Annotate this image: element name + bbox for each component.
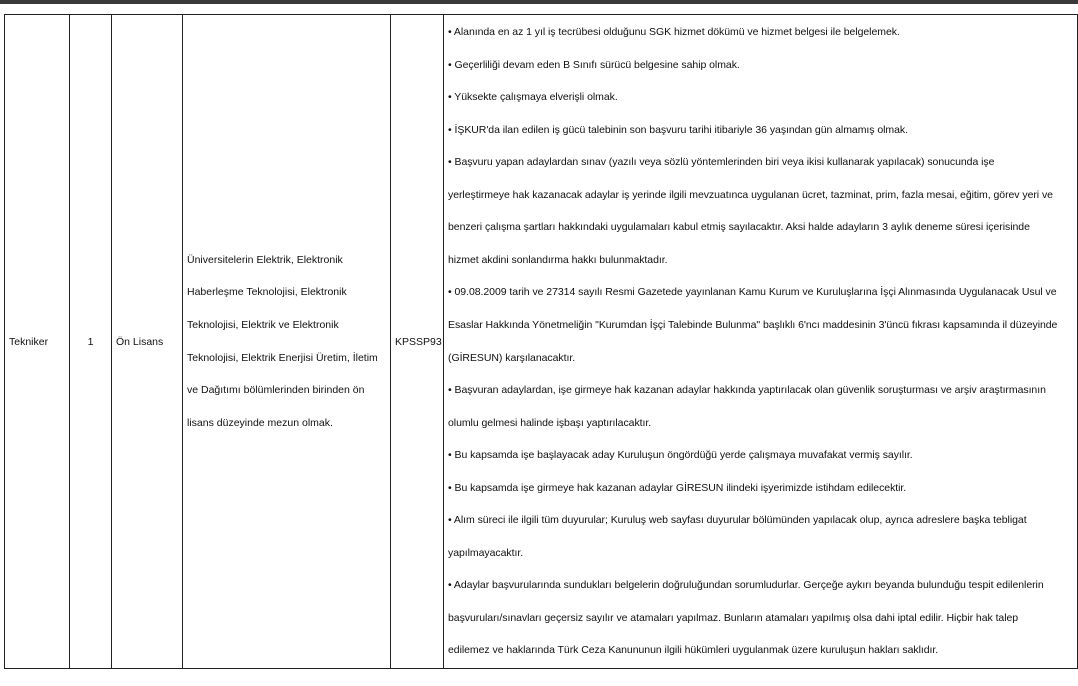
requirement-line: Esaslar Hakkında Yönetmeliğin "Kurumdan İşçi Talebinde Bulunma" başlıklı 6'ncı maddesinin 3'üncü fıkrası kapsamında il düzeyinde: [448, 318, 1058, 331]
requirement-line: • İŞKUR'da ilan edilen iş gücü talebinin son başvuru tarihi itibariyle 36 yaşından gün almamış olmak.: [448, 123, 908, 136]
requirement-line: • Bu kapsamda işe girmeye hak kazanan adaylar GİRESUN ilindeki işyerimizde istihdam edilecektir.: [448, 481, 907, 494]
requirement-line: • Adaylar başvurularında sundukları belgelerin doğruluğundan sorumludurlar. Gerçeğe aykırı beyanda bulunduğu tespit edilenlerin: [448, 579, 1044, 592]
requirement-line: • Başvuran adaylardan, işe girmeye hak kazanan adaylar hakkında yaptırılacak olan güvenlik soruşturması ve arşiv araştırmasının: [448, 384, 1046, 397]
requirement-line: • Geçerliliği devam eden B Sınıfı sürücü belgesine sahip olmak.: [448, 58, 740, 71]
top-border-bar: [0, 0, 1078, 4]
requirement-line: benzeri çalışma şartları hakkındaki uygulamaları kabul etmiş sayılacaktır. Aksi halde adayların 3 aylık deneme süresi içerisinde: [448, 221, 1030, 234]
department-line: Teknolojisi, Elektrik Enerjisi Üretim, İletim: [187, 351, 378, 364]
requirement-line: • 09.08.2009 tarih ve 27314 sayılı Resmi Gazetede yayınlanan Kamu Kurum ve Kuruluşlarına İşçi Alınmasında Uygulanacak Usul ve: [448, 286, 1057, 299]
requirement-line: olumlu gelmesi halinde işbaşı yaptırılacaktır.: [448, 416, 652, 429]
requirement-line: • Alanında en az 1 yıl iş tecrübesi olduğunu SGK hizmet dökümü ve hizmet belgesi ile belgelemek.: [448, 26, 900, 39]
table-row: [5, 15, 1078, 669]
requirement-line: edilemez ve haklarında Türk Ceza Kanununun ilgili hükümleri uygulanmak üzere kuruluşun hakları saklıdır.: [448, 644, 939, 657]
requirement-line: hizmet akdini sonlandırma hakkı bulunmaktadır.: [448, 253, 668, 266]
requirement-line: yerleştirmeye hak kazanacak adaylar iş yerinde ilgili mevzuatınca uygulanan ücret, tazminat, prim, fazla mesai, eğitim, görev yeri ve: [448, 188, 1053, 201]
department-line: lisans düzeyinde mezun olmak.: [187, 416, 333, 429]
department-line: Teknolojisi, Elektrik ve Elektronik: [187, 318, 339, 331]
requirement-line: başvuruları/sınavları geçersiz sayılır ve atamaları yapılmaz. Bunların atamaları yapılmış olsa dahi iptal edilir. Hiçbir hak talep: [448, 611, 1019, 624]
requirement-line: • Yüksekte çalışmaya elverişli olmak.: [448, 91, 618, 104]
kpss-score-type-cell: KPSSP93: [391, 15, 444, 669]
requirement-line: (GİRESUN) karşılanacaktır.: [448, 351, 576, 364]
requirement-line: • Alım süreci ile ilgili tüm duyurular; Kuruluş web sayfası duyurular bölümünden yapılacak olup, ayrıca adreslere başka tebligat: [448, 514, 1027, 527]
requirement-line: • Başvuru yapan adaylardan sınav (yazılı veya sözlü yöntemlerinden biri veya ikisi kullanarak yapılacak) sonucunda işe: [448, 156, 995, 169]
position-count-cell: 1: [70, 15, 112, 669]
department-line: Üniversitelerin Elektrik, Elektronik: [187, 253, 343, 266]
education-level-cell: Ön Lisans: [112, 15, 183, 669]
requirement-line: • Bu kapsamda işe başlayacak aday Kuruluşun öngördüğü yerde çalışmaya muvafakat vermiş sayılır.: [448, 449, 913, 462]
position-title-cell: Tekniker: [5, 15, 70, 669]
requirement-line: yapılmayacaktır.: [448, 546, 524, 559]
job-listing-table: [4, 14, 1078, 669]
department-line: ve Dağıtımı bölümlerinden birinden ön: [187, 384, 365, 397]
department-line: Haberleşme Teknolojisi, Elektronik: [187, 286, 347, 299]
additional-requirements-cell: [444, 15, 1078, 669]
department-requirements-cell: [183, 15, 391, 669]
